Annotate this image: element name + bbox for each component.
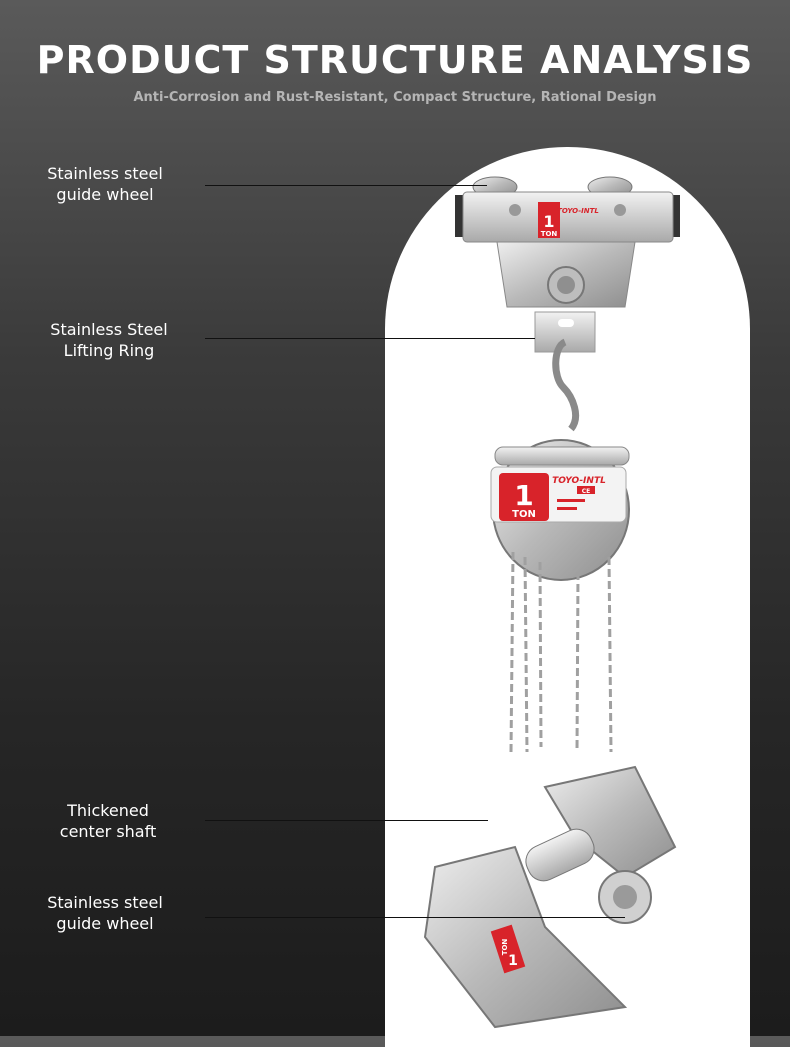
callout-lifting-ring: [39, 319, 179, 361]
trolley-top: [455, 177, 680, 352]
callout-bottom-guide-wheel: [35, 892, 175, 934]
body-capacity-number: 1: [514, 479, 534, 512]
callout-center-shaft-line2: center shaft: [59, 822, 157, 841]
callout-bottom-guide-wheel-line1: Stainless steel: [47, 893, 163, 912]
callout-line-center-shaft: [205, 820, 488, 821]
callout-line-lifting-ring: [205, 338, 535, 339]
top-capacity-unit: TON: [540, 230, 558, 238]
callout-bottom-guide-wheel-line2: guide wheel: [56, 914, 154, 933]
top-capacity-number: 1: [543, 212, 555, 231]
callout-lifting-ring-line2: Lifting Ring: [63, 341, 155, 360]
chains: [511, 552, 611, 752]
body-capacity-unit: TON: [512, 509, 536, 520]
ce-badge: CE: [581, 488, 591, 495]
callout-line-bottom-wheel: [205, 917, 625, 918]
top-brand: TOYO-INTL: [557, 207, 599, 215]
callout-center-shaft-line1: Thickened: [67, 801, 149, 820]
page-title: PRODUCT STRUCTURE ANALYSIS: [36, 38, 754, 82]
product-illustration: [385, 147, 750, 1036]
bottom-plate-unit: TON: [501, 938, 509, 956]
page-subtitle: Anti-Corrosion and Rust-Resistant, Compact Structure, Rational Design: [133, 90, 657, 105]
bottom-plate-number: 1: [508, 953, 518, 969]
callout-center-shaft: [38, 800, 178, 842]
callout-top-guide-wheel-line1: Stainless steel: [47, 164, 163, 183]
callout-line-top-wheel: [205, 185, 487, 186]
callout-top-guide-wheel: [35, 163, 175, 205]
callout-top-guide-wheel-line2: guide wheel: [56, 185, 154, 204]
callout-lifting-ring-line1: Stainless Steel: [50, 320, 168, 339]
body-brand: TOYO-INTL: [552, 476, 606, 486]
lifting-hook: [556, 342, 576, 429]
bottom-trolley: [425, 767, 675, 1027]
